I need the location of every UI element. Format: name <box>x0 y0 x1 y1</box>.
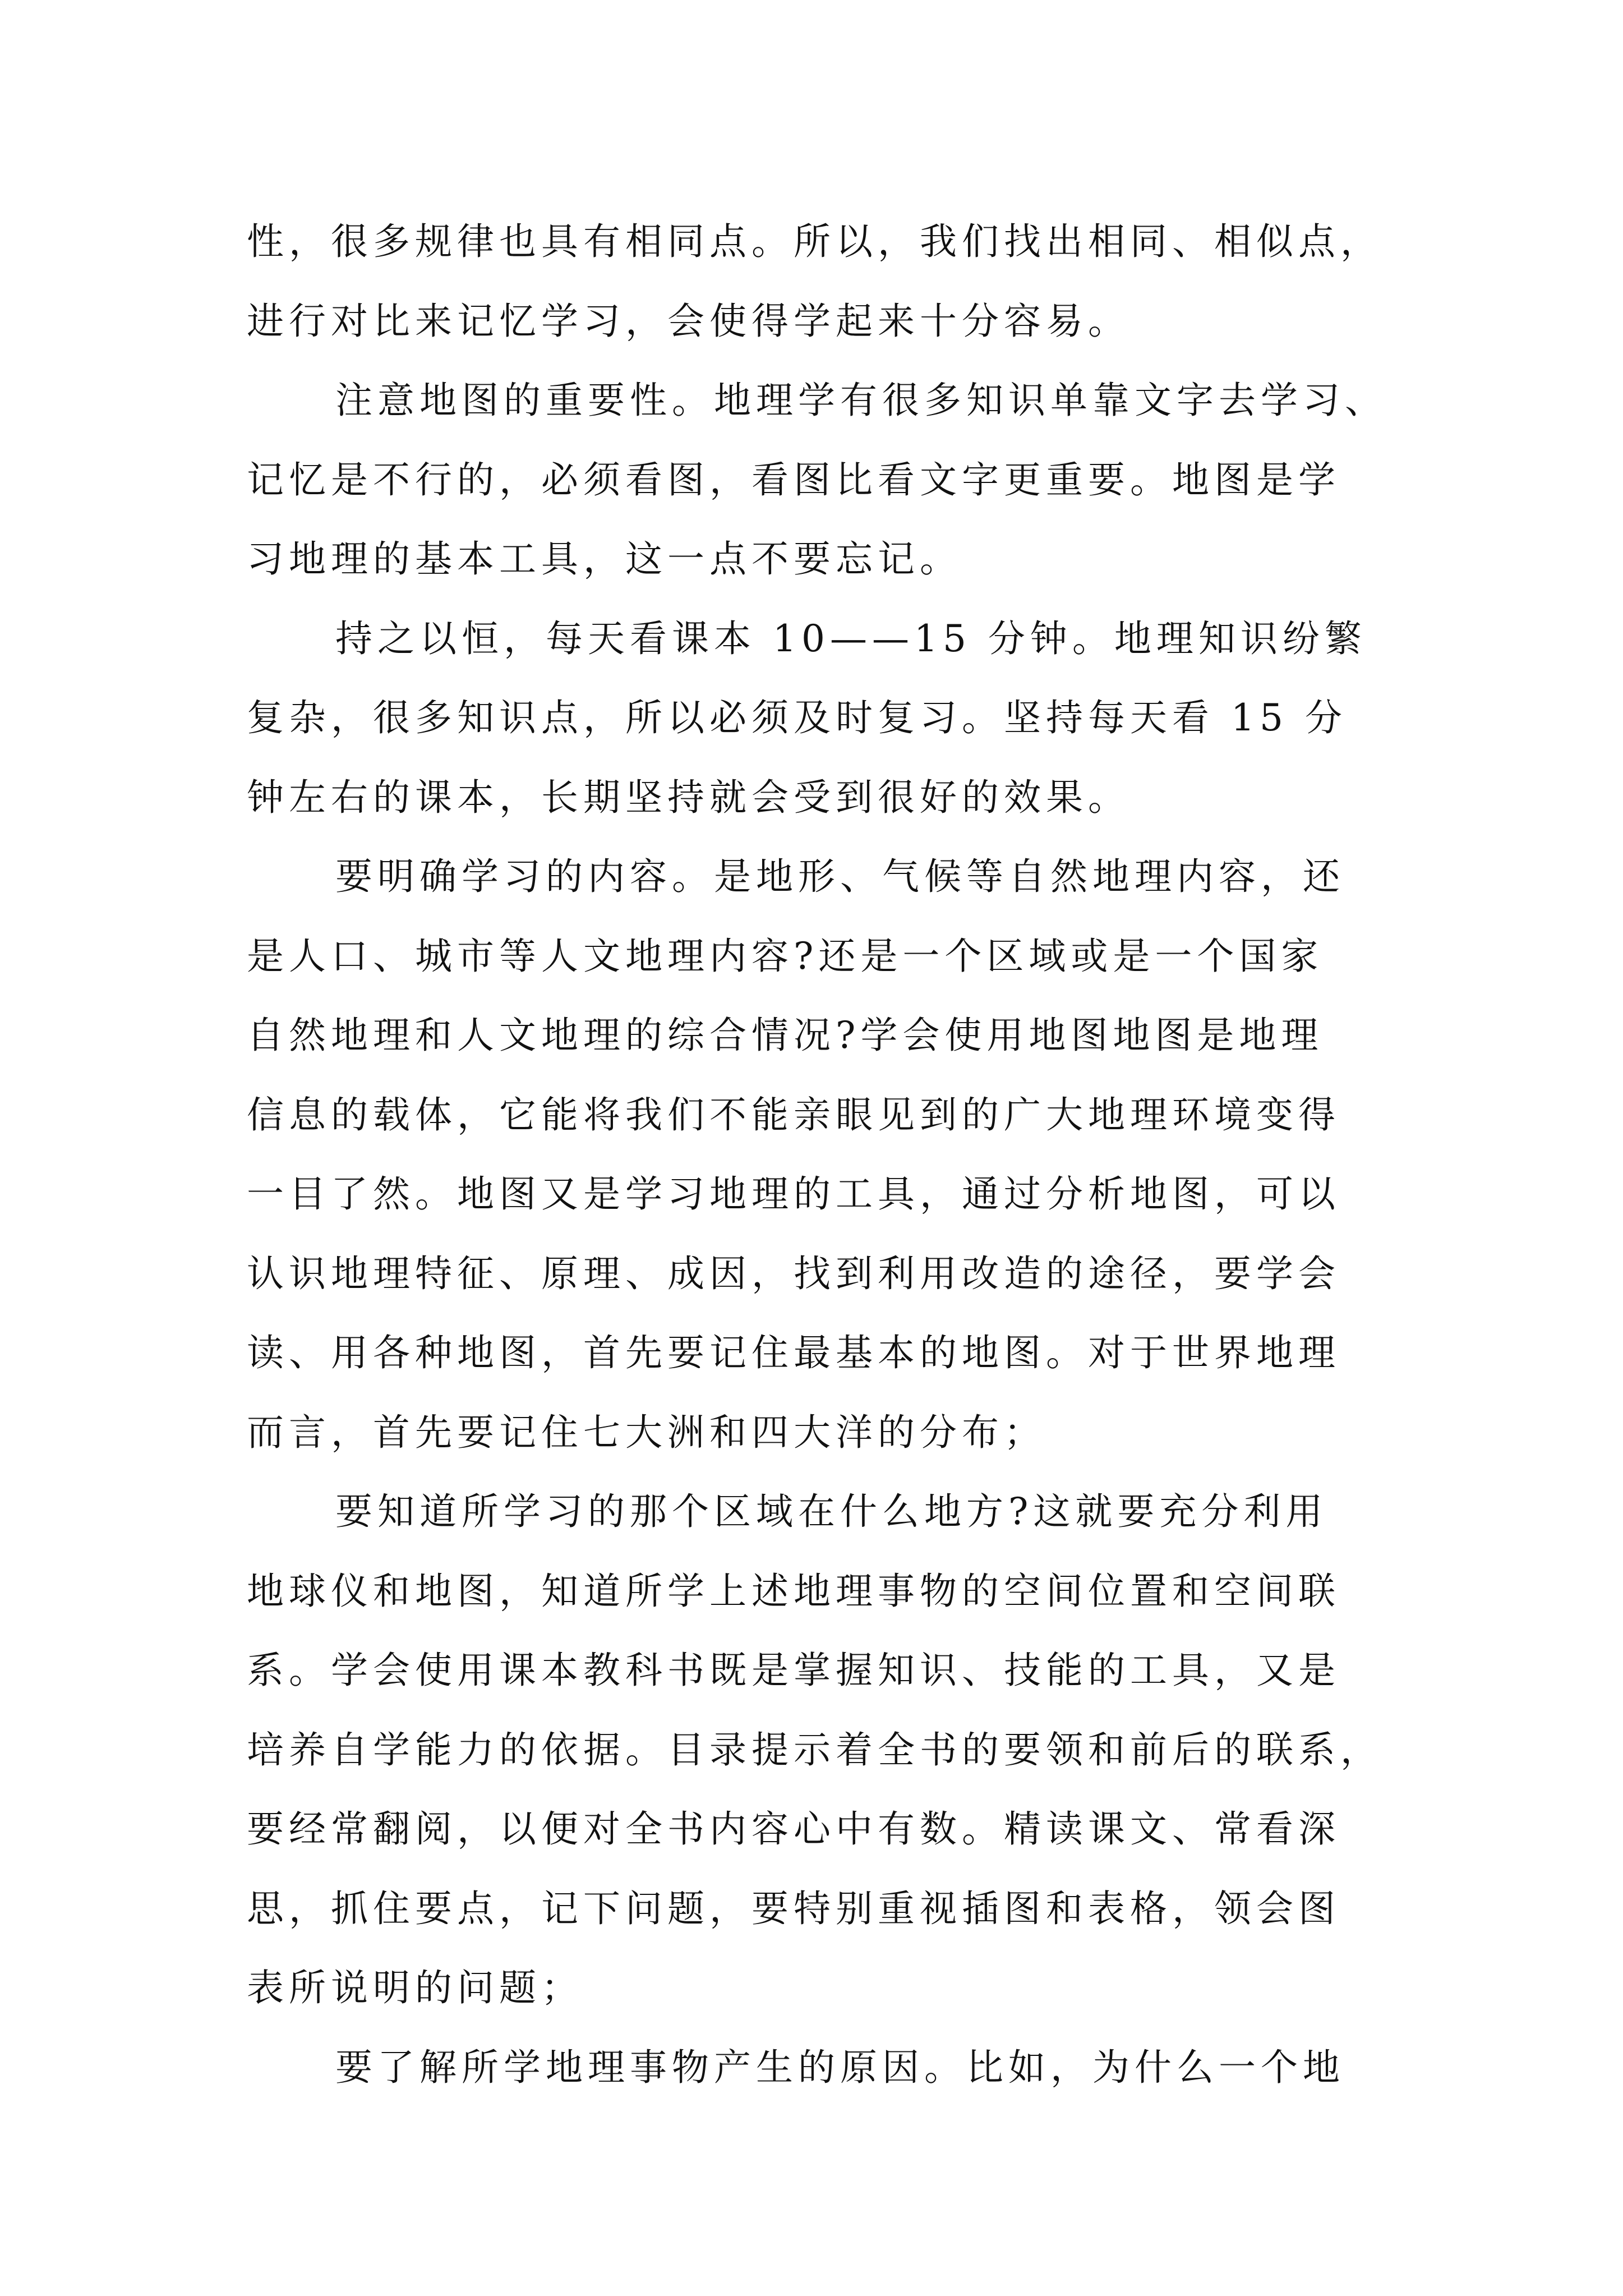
text-line: 习地理的基本工具，这一点不要忘记。 <box>247 537 962 581</box>
text-line: 培养自学能力的依据。目录提示着全书的要领和前后的联系， <box>247 1728 1382 1772</box>
paragraph-first-line: 要知道所学习的那个区域在什么地方?这就要充分利用 <box>335 1490 1328 1533</box>
text-line: 系。学会使用课本教科书既是掌握知识、技能的工具，又是 <box>247 1649 1340 1692</box>
text-line: 信息的载体，它能将我们不能亲眼见到的广大地理环境变得 <box>247 1093 1340 1137</box>
text-line: 读、用各种地图，首先要记住最基本的地图。对于世界地理 <box>247 1331 1340 1374</box>
text-line: 钟左右的课本，长期坚持就会受到很好的效果。 <box>247 775 1130 819</box>
text-line: 一目了然。地图又是学习地理的工具，通过分析地图，可以 <box>247 1172 1340 1216</box>
text-line: 思，抓住要点，记下问题，要特别重视插图和表格，领会图 <box>247 1887 1340 1930</box>
text-line: 要经常翻阅，以便对全书内容心中有数。精读课文、常看深 <box>247 1807 1340 1851</box>
body-text <box>247 202 1436 2107</box>
text-line: 复杂，很多知识点，所以必须及时复习。坚持每天看 15 分 <box>247 696 1347 739</box>
text-line: 而言，首先要记住七大洲和四大洋的分布； <box>247 1410 1046 1454</box>
text-line: 性，很多规律也具有相同点。所以，我们找出相同、相似点， <box>247 220 1382 263</box>
text-line: 表所说明的问题； <box>247 1966 583 2009</box>
paragraph-first-line: 要了解所学地理事物产生的原因。比如，为什么一个地 <box>335 2045 1345 2089</box>
paragraph-first-line: 注意地图的重要性。地理学有很多知识单靠文字去学习、 <box>335 379 1387 422</box>
text-line: 自然地理和人文地理的综合情况?学会使用地图地图是地理 <box>247 1014 1324 1057</box>
text-line: 是人口、城市等人文地理内容?还是一个区域或是一个国家 <box>247 934 1324 978</box>
text-line: 记忆是不行的，必须看图，看图比看文字更重要。地图是学 <box>247 458 1340 501</box>
text-line: 认识地理特征、原理、成因，找到利用改造的途径，要学会 <box>247 1251 1340 1295</box>
paragraph-first-line: 要明确学习的内容。是地形、气候等自然地理内容，还 <box>335 855 1345 898</box>
text-line: 进行对比来记忆学习，会使得学起来十分容易。 <box>247 299 1130 343</box>
text-line: 地球仪和地图，知道所学上述地理事物的空间位置和空间联 <box>247 1569 1340 1613</box>
paragraph-first-line: 持之以恒，每天看课本 10——15 分钟。地理知识纷繁 <box>335 616 1367 660</box>
